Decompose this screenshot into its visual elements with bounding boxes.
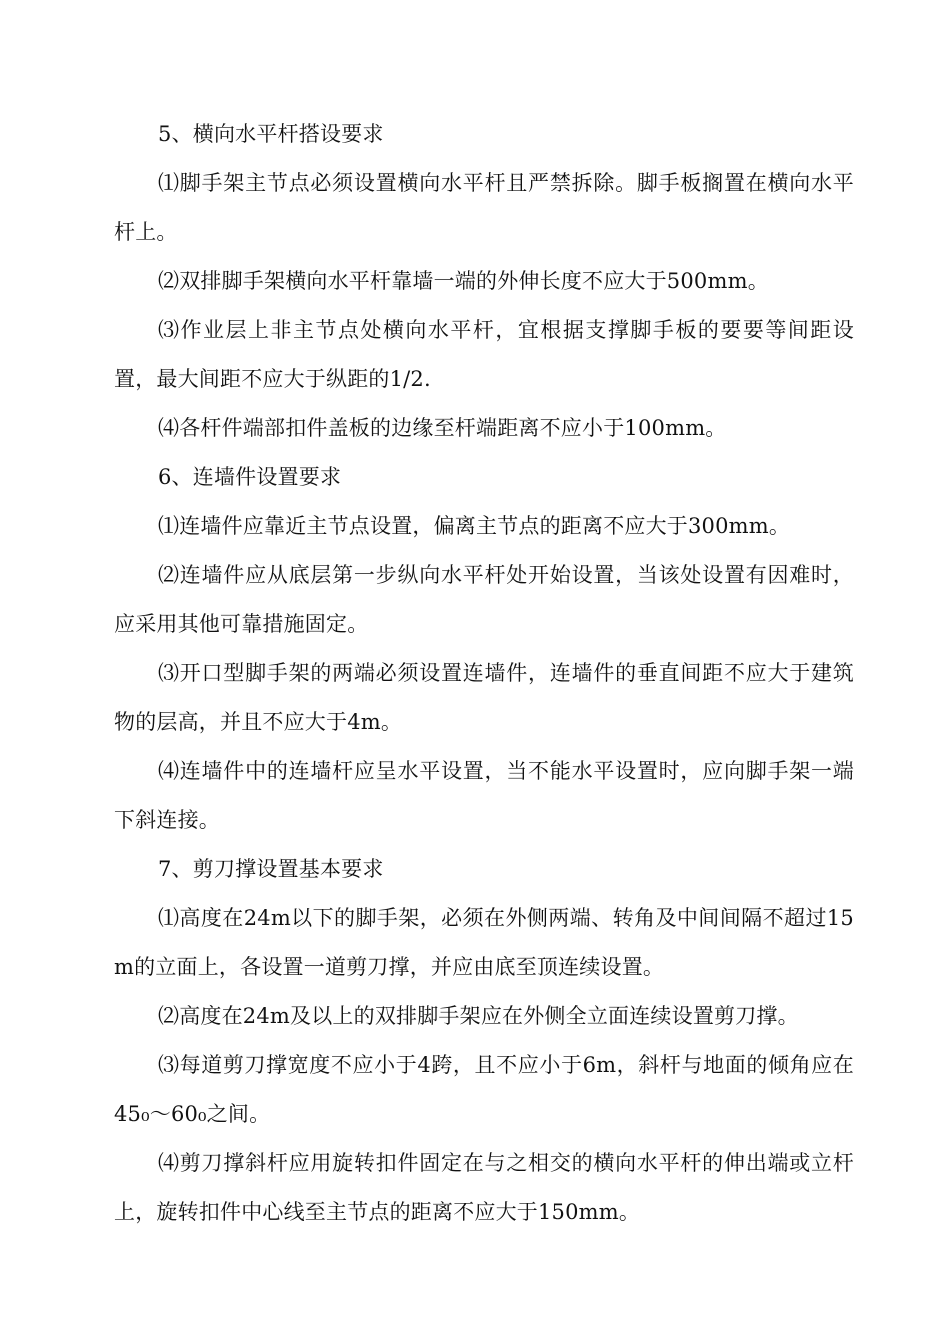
section-6-item-3: ⑶开口型脚手架的两端必须设置连墙件，连墙件的垂直间距不应大于建筑物的层高，并且不应大于4m。 (114, 661, 854, 734)
section-7-item-1: ⑴高度在24m以下的脚手架，必须在外侧两端、转角及中间间隔不超过15m的立面上，各设置一道剪刀撑，并应由底至顶连续设置。 (114, 906, 854, 979)
section-5-item-4: ⑷各杆件端部扣件盖板的边缘至杆端距离不应小于100mm。 (158, 416, 727, 440)
section-6-item-1: ⑴连墙件应靠近主节点设置，偏离主节点的距离不应大于300mm。 (158, 514, 791, 538)
section-heading-7: 7、剪刀撑设置基本要求 (158, 857, 384, 881)
section-5-item-3: ⑶作业层上非主节点处横向水平杆，宜根据支撑脚手板的要要等间距设置，最大间距不应大于纵距的1/2. (114, 318, 854, 391)
section-7-item-2: ⑵高度在24m及以上的双排脚手架应在外侧全立面连续设置剪刀撑。 (158, 1004, 799, 1028)
section-7-item-3: ⑶每道剪刀撑宽度不应小于4跨，且不应小于6m，斜杆与地面的倾角应在45₀～60₀之间。 (114, 1053, 854, 1126)
section-5-item-2: ⑵双排脚手架横向水平杆靠墙一端的外伸长度不应大于500mm。 (158, 269, 769, 293)
document-body (114, 110, 854, 1237)
section-6-item-2: ⑵连墙件应从底层第一步纵向水平杆处开始设置，当该处设置有因难时，应采用其他可靠措施固定。 (114, 563, 854, 636)
section-heading-6: 6、连墙件设置要求 (158, 465, 342, 489)
section-5-item-1: ⑴脚手架主节点必须设置横向水平杆且严禁拆除。脚手板搁置在横向水平杆上。 (114, 171, 854, 244)
section-heading-5: 5、横向水平杆搭设要求 (158, 122, 384, 146)
section-7-item-4: ⑷剪刀撑斜杆应用旋转扣件固定在与之相交的横向水平杆的伸出端或立杆上，旋转扣件中心线至主节点的距离不应大于150mm。 (114, 1151, 854, 1224)
section-6-item-4: ⑷连墙件中的连墙杆应呈水平设置，当不能水平设置时，应向脚手架一端下斜连接。 (114, 759, 854, 832)
